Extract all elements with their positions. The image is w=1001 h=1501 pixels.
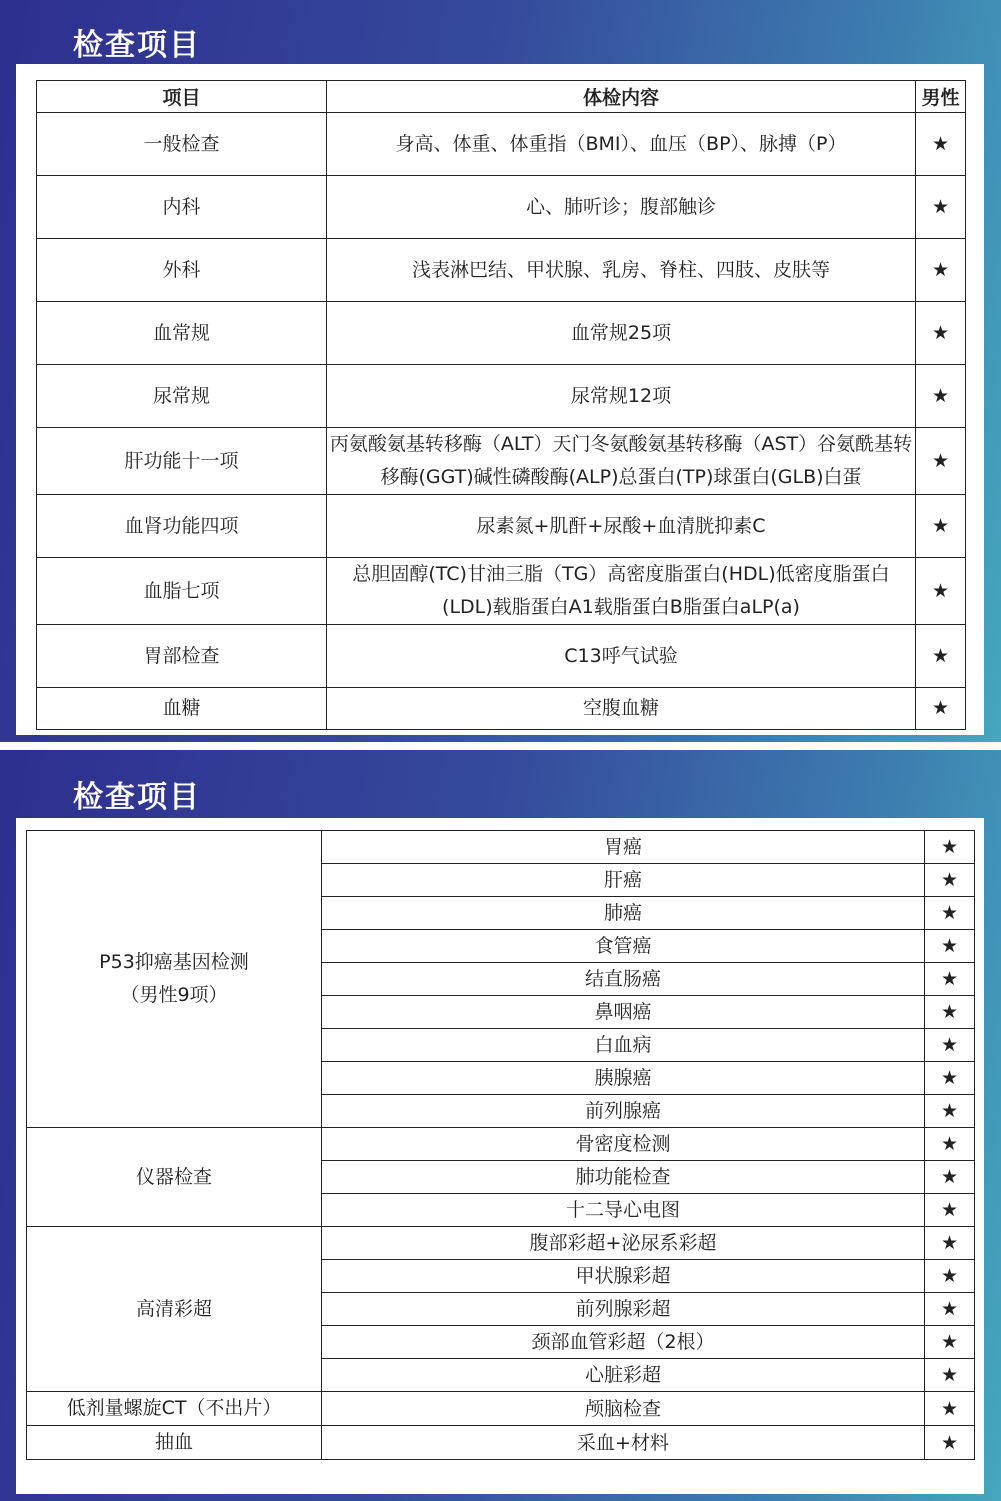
header-content: 体检内容	[327, 81, 916, 113]
table-row	[27, 1227, 975, 1260]
item-content: 总胆固醇(TC)甘油三脂（TG）高密度脂蛋白(HDL)低密度脂蛋白(LDL)载脂蛋白A1载脂蛋白B脂蛋白aLP(a)	[327, 558, 916, 625]
table-row	[27, 1426, 975, 1460]
star-icon: ★	[925, 930, 975, 963]
table-row	[27, 1392, 975, 1426]
item-name: 尿常规	[37, 365, 327, 428]
header-male: 男性	[916, 81, 966, 113]
category-ct: 低剂量螺旋CT（不出片）	[27, 1392, 322, 1426]
star-icon: ★	[916, 239, 966, 302]
exam-name: 骨密度检测	[322, 1128, 925, 1161]
table-row	[37, 688, 966, 730]
item-content: 丙氨酸氨基转移酶（ALT）天门冬氨酸氨基转移酶（AST）谷氨酰基转移酶(GGT)碱性磷酸酶(ALP)总蛋白(TP)球蛋白(GLB)白蛋	[327, 428, 916, 495]
star-icon: ★	[925, 1392, 975, 1426]
table-row	[27, 831, 975, 864]
exam-name: 胰腺癌	[322, 1062, 925, 1095]
section-title: 检查项目	[73, 780, 201, 815]
exam-name: 肺癌	[322, 897, 925, 930]
table-row	[37, 625, 966, 688]
category-label: P53抑癌基因检测	[99, 951, 249, 973]
star-icon: ★	[925, 1227, 975, 1260]
star-icon: ★	[925, 1260, 975, 1293]
item-name: 血常规	[37, 302, 327, 365]
star-icon: ★	[925, 1161, 975, 1194]
table-row	[37, 495, 966, 558]
exam-name: 肺功能检查	[322, 1161, 925, 1194]
star-icon: ★	[925, 864, 975, 897]
star-icon: ★	[925, 897, 975, 930]
star-icon: ★	[925, 1326, 975, 1359]
star-icon: ★	[916, 558, 966, 625]
star-icon: ★	[916, 428, 966, 495]
table-panel	[16, 64, 984, 735]
item-name: 外科	[37, 239, 327, 302]
exam-name: 十二导心电图	[322, 1194, 925, 1227]
category-p53	[27, 831, 322, 1128]
section-special-exams	[0, 750, 1001, 1501]
basic-exam-table	[36, 80, 966, 730]
category-instrument: 仪器检查	[27, 1128, 322, 1227]
category-blood-draw: 抽血	[27, 1426, 322, 1460]
exam-name: 鼻咽癌	[322, 996, 925, 1029]
category-ultrasound: 高清彩超	[27, 1227, 322, 1392]
star-icon: ★	[925, 1095, 975, 1128]
exam-name: 前列腺彩超	[322, 1293, 925, 1326]
table-row	[37, 176, 966, 239]
exam-name: 结直肠癌	[322, 963, 925, 996]
item-content: 浅表淋巴结、甲状腺、乳房、脊柱、四肢、皮肤等	[327, 239, 916, 302]
star-icon: ★	[916, 113, 966, 176]
star-icon: ★	[925, 831, 975, 864]
table-row	[37, 365, 966, 428]
exam-name: 白血病	[322, 1029, 925, 1062]
item-name: 内科	[37, 176, 327, 239]
table-header-row	[37, 81, 966, 113]
star-icon: ★	[916, 625, 966, 688]
exam-name: 颅脑检查	[322, 1392, 925, 1426]
star-icon: ★	[925, 1426, 975, 1460]
item-content: C13呼气试验	[327, 625, 916, 688]
star-icon: ★	[916, 688, 966, 730]
table-panel	[16, 818, 984, 1494]
star-icon: ★	[925, 1062, 975, 1095]
star-icon: ★	[925, 1029, 975, 1062]
table-row	[37, 239, 966, 302]
exam-name: 采血+材料	[322, 1426, 925, 1460]
item-content: 空腹血糖	[327, 688, 916, 730]
section-basic-exams	[0, 0, 1001, 742]
table-row	[37, 428, 966, 495]
item-content: 血常规25项	[327, 302, 916, 365]
star-icon: ★	[925, 996, 975, 1029]
star-icon: ★	[925, 1128, 975, 1161]
table-row	[37, 113, 966, 176]
exam-name: 肝癌	[322, 864, 925, 897]
item-name: 胃部检查	[37, 625, 327, 688]
section-title: 检查项目	[73, 28, 201, 63]
star-icon: ★	[925, 1194, 975, 1227]
item-content: 尿常规12项	[327, 365, 916, 428]
item-content: 尿素氮+肌酐+尿酸+血清胱抑素C	[327, 495, 916, 558]
item-content: 心、肺听诊；腹部触诊	[327, 176, 916, 239]
star-icon: ★	[925, 1293, 975, 1326]
exam-name: 腹部彩超+泌尿系彩超	[322, 1227, 925, 1260]
star-icon: ★	[916, 495, 966, 558]
item-name: 血脂七项	[37, 558, 327, 625]
item-name: 血肾功能四项	[37, 495, 327, 558]
special-exam-table	[26, 830, 975, 1460]
exam-name: 心脏彩超	[322, 1359, 925, 1392]
exam-name: 食管癌	[322, 930, 925, 963]
star-icon: ★	[916, 176, 966, 239]
table-row	[37, 302, 966, 365]
star-icon: ★	[925, 1359, 975, 1392]
item-name: 血糖	[37, 688, 327, 730]
header-item: 项目	[37, 81, 327, 113]
item-name: 肝功能十一项	[37, 428, 327, 495]
exam-name: 胃癌	[322, 831, 925, 864]
star-icon: ★	[916, 365, 966, 428]
table-row	[37, 558, 966, 625]
item-content: 身高、体重、体重指（BMI）、血压（BP）、脉搏（P）	[327, 113, 916, 176]
exam-name: 甲状腺彩超	[322, 1260, 925, 1293]
exam-name: 前列腺癌	[322, 1095, 925, 1128]
item-name: 一般检查	[37, 113, 327, 176]
table-row	[27, 1128, 975, 1161]
star-icon: ★	[925, 963, 975, 996]
category-sublabel: （男性9项）	[120, 984, 228, 1006]
exam-name: 颈部血管彩超（2根）	[322, 1326, 925, 1359]
star-icon: ★	[916, 302, 966, 365]
